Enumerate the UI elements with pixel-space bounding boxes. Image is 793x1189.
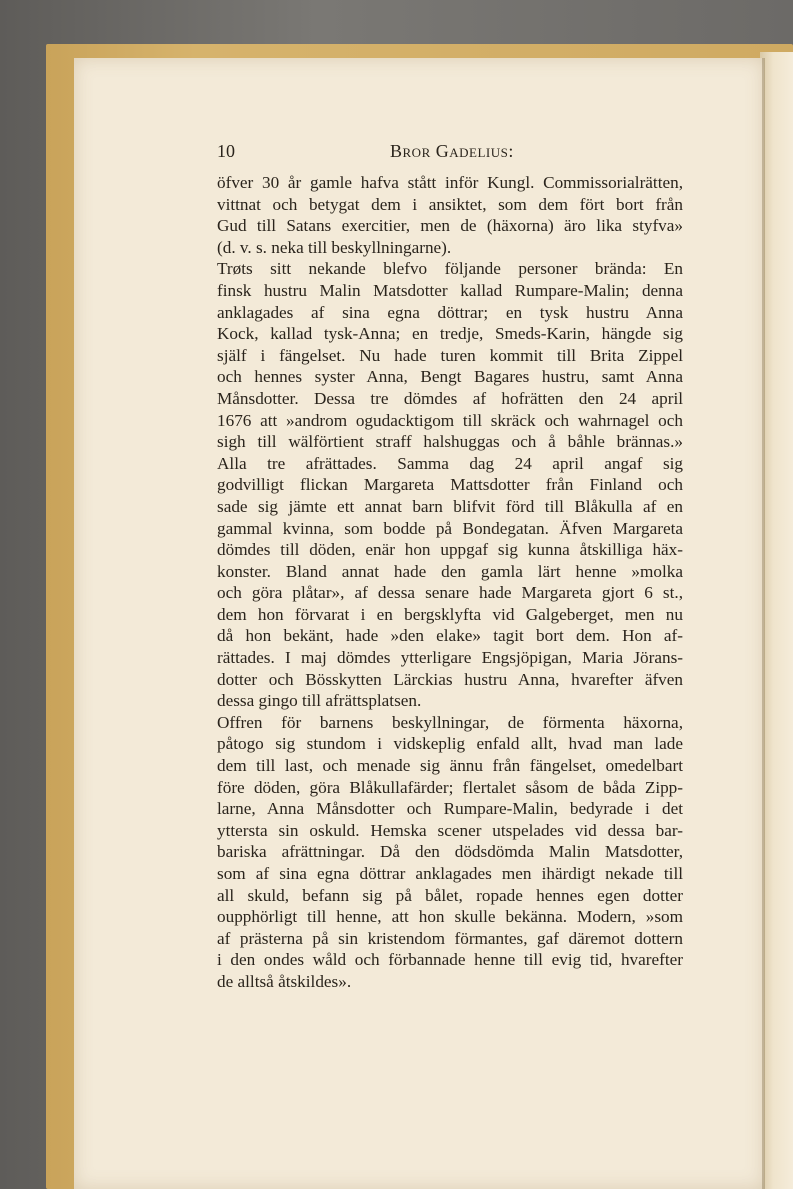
text-line: godvilligt flickan Margareta Mattsdotter från Finland och <box>217 475 683 495</box>
text-line: yttersta sin oskuld. Hemska scener utspelades vid dessa bar- <box>217 820 683 840</box>
text-line: konster. Bland annat hade den gamla lärt henne »molka <box>217 561 683 581</box>
page-gutter <box>762 58 765 1189</box>
text-line: vittnat och betygat dem i ansiktet, som dem fört bort från <box>217 194 683 214</box>
text-line: rättades. I maj dömdes ytterligare Engsjöpigan, Maria Jörans- <box>217 648 683 668</box>
text-line: då hon bekänt, hade »den elake» tagit bort dem. Hon af- <box>217 626 683 646</box>
text-line: dessa gingo till afrättsplatsen. <box>217 691 422 711</box>
body-text <box>217 172 683 993</box>
text-line: finsk hustru Malin Matsdotter kallad Rumpare-Malin; denna <box>217 280 683 300</box>
text-line: och hennes syster Anna, Bengt Bagares hustru, samt Anna <box>217 367 683 387</box>
text-line: oupphörligt till henne, att hon skulle bekänna. Modern, »som <box>217 907 683 927</box>
text-line: i den ondes wåld och förbannade henne till evig tid, hvarefter <box>217 950 683 970</box>
text-line: sade sig jämte ett annat barn blifvit förd till Blåkulla af en <box>217 496 683 516</box>
text-line: Offren för barnens beskyllningar, de förmenta häxorna, <box>217 712 683 732</box>
text-line: bariska afrättningar. Då den dödsdömda Malin Matsdotter, <box>217 842 683 862</box>
running-head: Bror Gadelius: <box>390 141 514 161</box>
text-line: de alltså åtskildes». <box>217 971 352 991</box>
text-line: Månsdotter. Dessa tre dömdes af hofrätten den 24 april <box>217 388 683 408</box>
text-line: före döden, göra Blåkullafärder; flertalet såsom de båda Zipp- <box>217 777 683 797</box>
text-line: 1676 att »androm ogudacktigom till skräck och wahrnagel och <box>217 410 683 430</box>
text-line: anklagades af sina egna döttrar; en tysk hustru Anna <box>217 302 683 322</box>
text-line: gammal kvinna, som bodde på Bondegatan. Äfven Margareta <box>217 518 683 538</box>
text-line: påtogo sig stundom i vidskeplig enfald allt, hvad man lade <box>217 734 683 754</box>
text-line: sigh till wälförtient straff halshuggas och å båhle brännas.» <box>217 432 683 452</box>
text-line: (d. v. s. neka till beskyllningarne). <box>217 237 452 257</box>
text-line: öfver 30 år gamle hafva stått inför Kungl. Commissorialrätten, <box>217 173 683 192</box>
text-line: all skuld, befann sig på bålet, ropade hennes egen dotter <box>217 885 683 905</box>
text-line: som af sina egna döttrar anklagades men ihärdigt nekade till <box>217 864 683 883</box>
text-line: Trøts sitt nekande blefvo följande personer brända: En <box>217 259 683 279</box>
text-line: dem hon förvarat i en bergsklyfta vid Galgeberget, men nu <box>217 604 683 624</box>
text-line: dotter och Bösskytten Lärckias hustru Anna, hvarefter äfven <box>217 669 683 689</box>
text-line: Alla tre afrättades. Samma dag 24 april angaf sig <box>217 453 683 473</box>
text-line: och göra plåtar», af dessa senare hade Margareta gjort 6 st., <box>217 583 683 603</box>
text-line: dömdes till döden, enär hon uppgaf sig kunna åtskilliga häx- <box>217 540 683 560</box>
text-line: af prästerna på sin kristendom förmantes, gaf däremot dottern <box>217 928 683 948</box>
text-line: Kock, kallad tysk-Anna; en tredje, Smeds-Karin, hängde sig <box>217 324 683 344</box>
page-number: 10 <box>217 141 235 161</box>
text-line: Gud till Satans exercitier, men de (häxorna) äro lika styfva» <box>217 216 683 236</box>
text-line: dem till last, och menade sig ännu från fängelset, omedelbart <box>217 756 683 776</box>
text-line: larne, Anna Månsdotter och Rumpare-Malin, bedyrade i det <box>217 799 683 819</box>
page-header <box>217 141 683 165</box>
text-line: själf i fängelset. Nu hade turen kommit till Brita Zippel <box>217 345 683 365</box>
